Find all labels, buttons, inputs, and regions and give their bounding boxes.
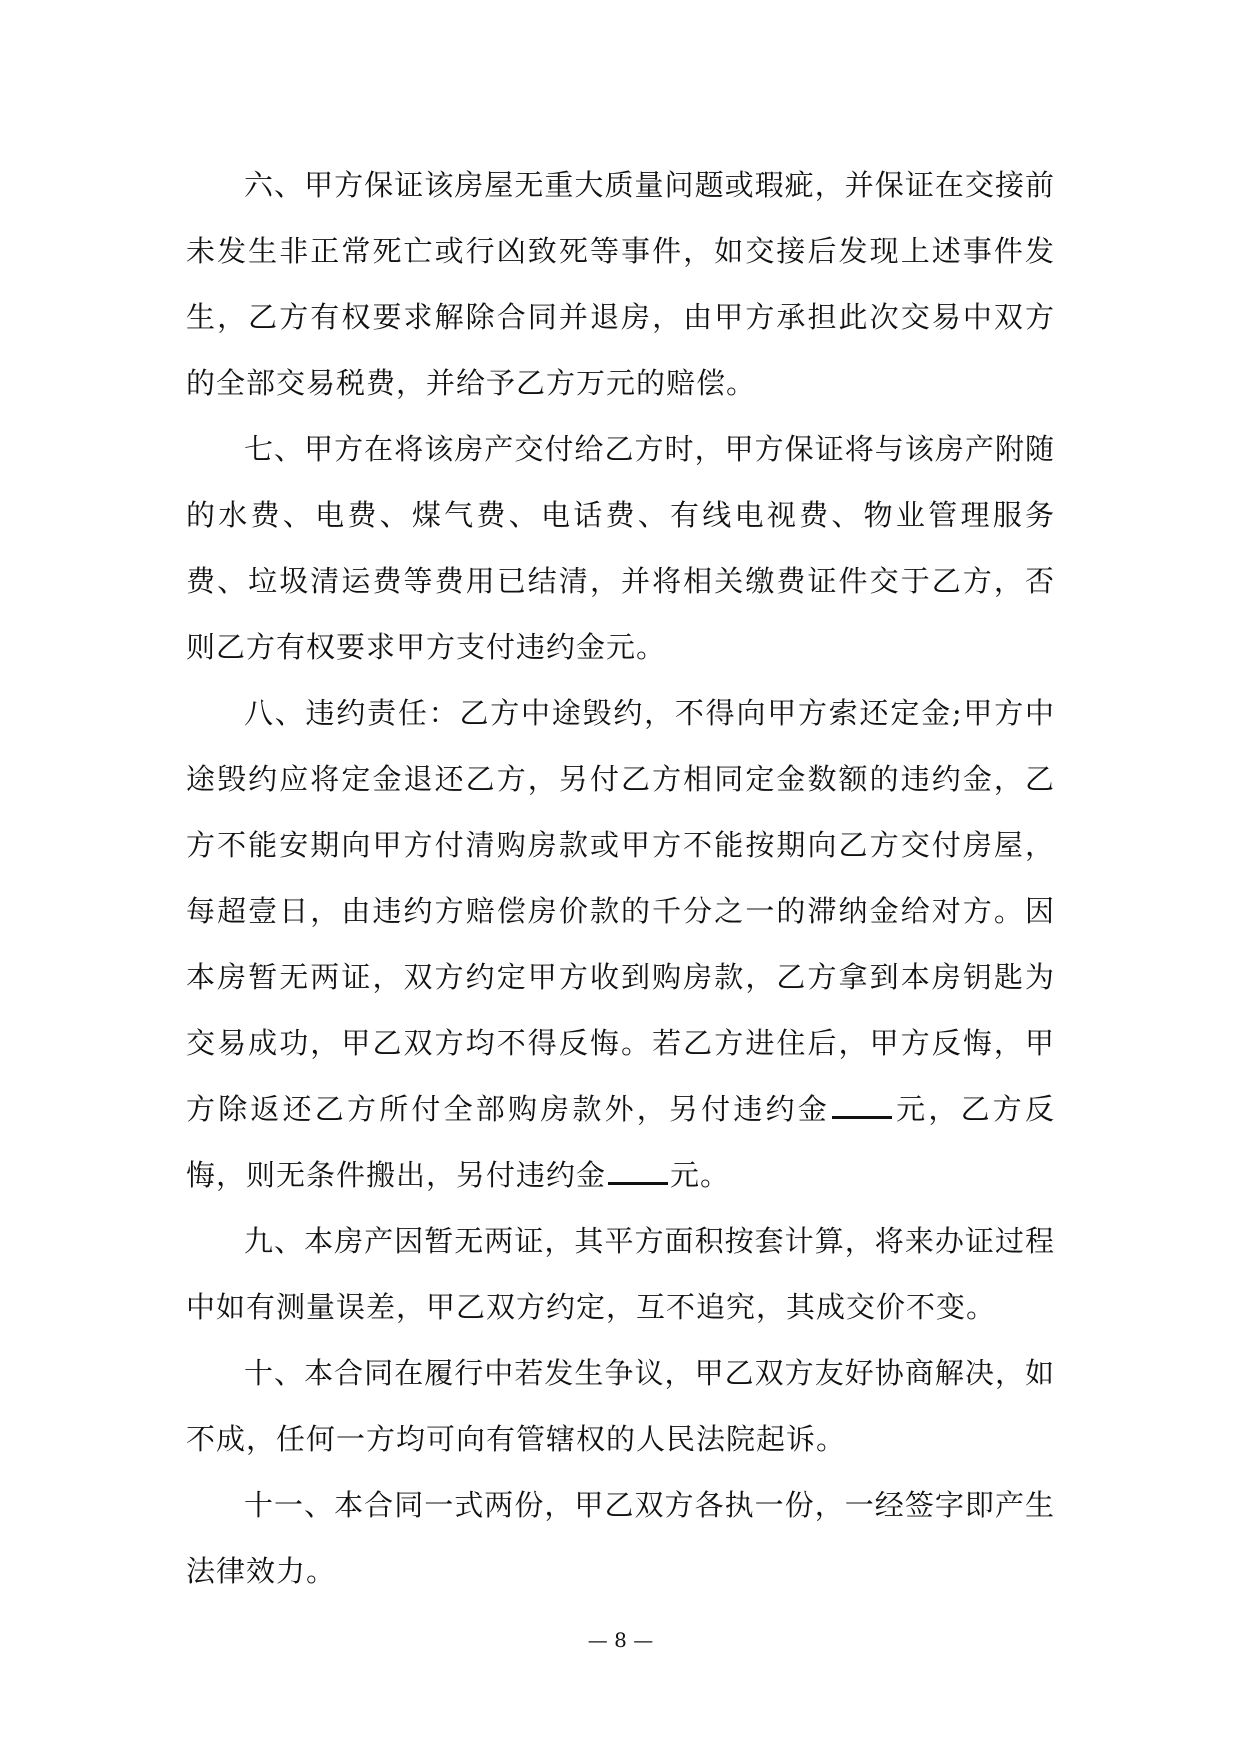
penalty-blank-buyer bbox=[608, 1156, 668, 1185]
clause-7-paragraph: 七、甲方在将该房产交付给乙方时，甲方保证将与该房产附随的水费、电费、煤气费、电话费、有线电视费、物业管理服务费、垃圾清运费等费用已结清，并将相关缴费证件交于乙方，否则乙方有权要求甲方支付违约金元。 bbox=[186, 432, 1055, 664]
clause-11-paragraph: 十一、本合同一式两份，甲乙双方各执一份，一经签字即产生法律效力。 bbox=[186, 1488, 1055, 1588]
page-number: — 8 — bbox=[587, 1628, 654, 1652]
clause-8-text-part3: 元。 bbox=[670, 1158, 731, 1192]
penalty-blank-seller bbox=[832, 1090, 892, 1119]
clause-6-paragraph: 六、甲方保证该房屋无重大质量问题或瑕疵，并保证在交接前未发生非正常死亡或行凶致死等事件，如交接后发现上述事件发生，乙方有权要求解除合同并退房，由甲方承担此次交易中双方的全部交易税费，并给予乙方万元的赔偿。 bbox=[186, 168, 1055, 400]
clause-10-paragraph: 十、本合同在履行中若发生争议，甲乙双方友好协商解决，如不成，任何一方均可向有管辖权的人民法院起诉。 bbox=[186, 1356, 1055, 1456]
clause-8-text-part1: 八、违约责任：乙方中途毁约，不得向甲方索还定金;甲方中途毁约应将定金退还乙方，另付乙方相同定金数额的违约金，乙方不能安期向甲方付清购房款或甲方不能按期向乙方交付房屋，每超壹日，由违约方赔偿房价款的千分之一的滞纳金给对方。因本房暂无两证，双方约定甲方收到购房款，乙方拿到本房钥匙为交易成功，甲乙双方均不得反悔。若乙方进住后，甲方反悔，甲方除返还乙方所付全部购房款外，另付违约金 bbox=[186, 696, 1055, 1126]
clause-8-paragraph bbox=[186, 680, 1055, 1208]
clause-9-paragraph: 九、本房产因暂无两证，其平方面积按套计算，将来办证过程中如有测量误差，甲乙双方约定，互不追究，其成交价不变。 bbox=[186, 1224, 1055, 1324]
clause-8-text-part2: 元，乙方反悔，则无条件搬出，另付违约金 bbox=[186, 1092, 1055, 1192]
